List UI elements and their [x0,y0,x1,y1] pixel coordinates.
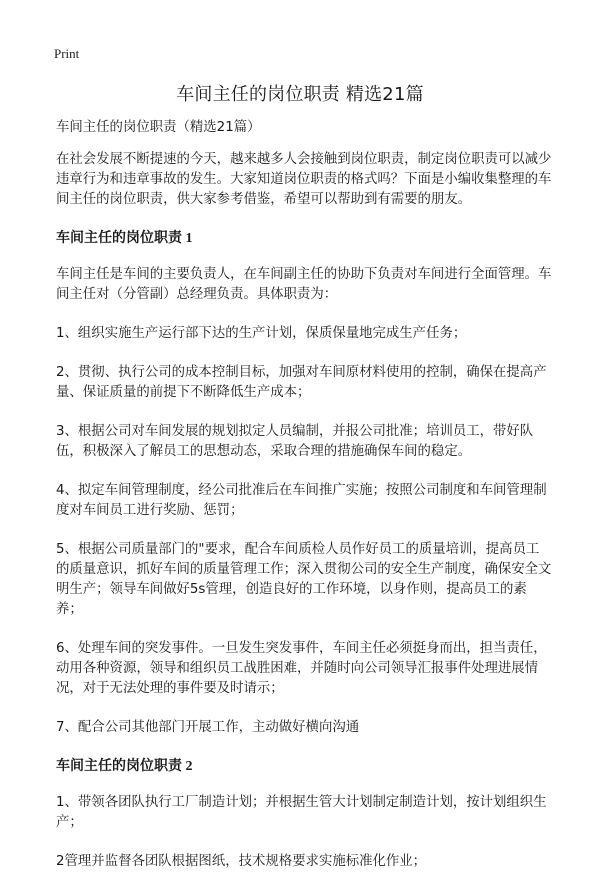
section1-item-4: 4、拟定车间管理制度，经公司批准后在车间推广实施；按照公司制度和车间管理制度对车间员工进行奖励、惩罚； [56,483,547,518]
document-subtitle: 车间主任的岗位职责（精选21篇） [56,120,261,135]
section2-item-2: 2管理并监督各团队根据图纸，技术规格要求实施标准化作业； [56,854,427,869]
document-body [56,118,552,891]
section1-item-1: 1、组织实施生产运行部下达的生产计划，保质保量地完成生产任务； [56,326,467,341]
intro-paragraph: 在社会发展不断提速的今天，越来越多人会接触到岗位职责，制定岗位职责可以减少违章行为和违章事故的发生。大家知道岗位职责的格式吗？下面是小编收集整理的车间主任的岗位职责，供大家参考借鉴，希望可以帮助到有需要的朋友。 [56,152,552,207]
section1-item-7: 7、配合公司其他部门开展工作，主动做好横向沟通 [56,720,360,735]
print-link[interactable]: Print [54,46,80,61]
section1-item-5: 5、根据公司质量部门的"要求，配合车间质检人员作好员工的质量培训，提高员工的质量意识，抓好车间的质量管理工作；深入贯彻公司的安全生产制度，确保安全文明生产；领导车间做好5s管理，创造良好的工作环境，以身作则，提高员工的素养； [56,542,552,617]
section-heading-2: 车间主任的岗位职责 2 [56,759,193,774]
section1-item-6: 6、处理车间的突发事件。一旦发生突发事件，车间主任必须挺身而出，担当责任，动用各种资源，领导和组织员工战胜困难，并随时向公司领导汇报事件处理进展情况，对于无法处理的事件要及时请示； [56,641,547,696]
section1-item-3: 3、根据公司对车间发展的规划拟定人员编制，并报公司批准；培训员工，带好队伍，积极深入了解员工的思想动态，采取合理的措施确保车间的稳定。 [56,424,534,459]
page-title: 车间主任的岗位职责 精选21篇 [176,84,424,105]
section-heading-1: 车间主任的岗位职责 1 [56,231,193,246]
section1-paragraph: 车间主任是车间的主要负责人，在车间副主任的协助下负责对车间进行全面管理。车间主任对（分管副）总经理负责。具体职责为： [56,267,552,302]
section2-item-1: 1、带领各团队执行工厂制造计划；并根据生管大计划制定制造计划，按计划组织生产； [56,795,547,830]
section1-item-2: 2、贯彻、执行公司的成本控制目标，加强对车间原材料使用的控制，确保在提高产量、保证质量的前提下不断降低生产成本； [56,365,547,400]
